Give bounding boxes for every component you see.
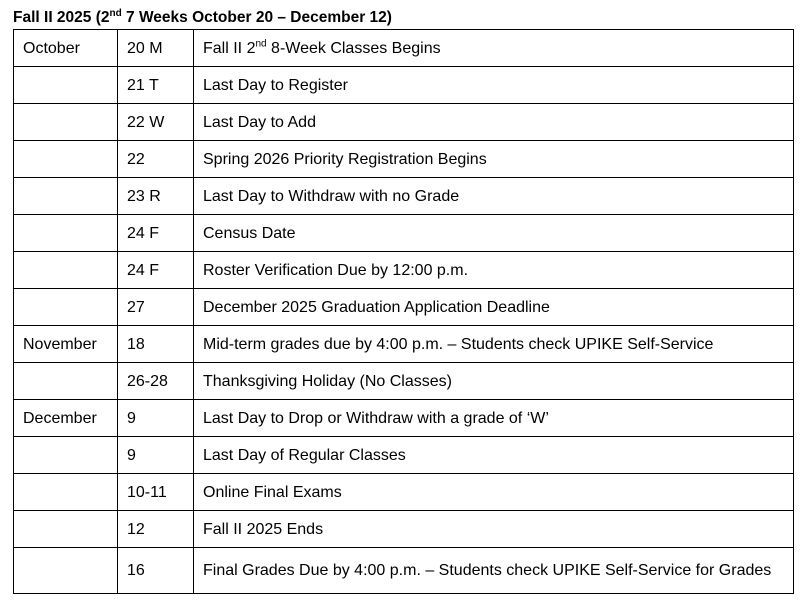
month-cell: December: [14, 400, 118, 437]
event-cell: Last Day to Register: [194, 67, 794, 104]
event-superscript: nd: [255, 38, 267, 50]
event-cell: Spring 2026 Priority Registration Begins: [194, 141, 794, 178]
event-cell: Thanksgiving Holiday (No Classes): [194, 363, 794, 400]
month-cell: October: [14, 30, 118, 67]
event-cell: Last Day to Drop or Withdraw with a grade of ‘W’: [194, 400, 794, 437]
title-prefix: Fall II 2025 (2: [13, 9, 110, 26]
table-row: [14, 289, 794, 326]
table-row: [14, 252, 794, 289]
day-cell: 20 M: [118, 30, 194, 67]
table-row: [14, 30, 794, 67]
event-cell: Fall II 2025 Ends: [194, 511, 794, 548]
month-cell: [14, 141, 118, 178]
day-cell: 18: [118, 326, 194, 363]
table-row: [14, 178, 794, 215]
event-cell: Final Grades Due by 4:00 p.m. – Students check UPIKE Self-Service for Grades: [194, 548, 794, 594]
month-cell: [14, 437, 118, 474]
day-cell: 10-11: [118, 474, 194, 511]
month-cell: November: [14, 326, 118, 363]
month-cell: [14, 252, 118, 289]
table-row: [14, 104, 794, 141]
event-suffix: 8-Week Classes Begins: [266, 39, 441, 57]
event-cell: Last Day of Regular Classes: [194, 437, 794, 474]
day-cell: 23 R: [118, 178, 194, 215]
event-cell: Roster Verification Due by 12:00 p.m.: [194, 252, 794, 289]
table-row: [14, 141, 794, 178]
day-cell: 9: [118, 437, 194, 474]
month-cell: [14, 511, 118, 548]
event-cell: Last Day to Add: [194, 104, 794, 141]
table-row: [14, 437, 794, 474]
event-cell: Online Final Exams: [194, 474, 794, 511]
title-superscript: nd: [109, 7, 122, 19]
day-cell: 12: [118, 511, 194, 548]
event-cell: Last Day to Withdraw with no Grade: [194, 178, 794, 215]
day-cell: 16: [118, 548, 194, 594]
day-cell: 24 F: [118, 215, 194, 252]
event-cell: December 2025 Graduation Application Deadline: [194, 289, 794, 326]
table-row: [14, 363, 794, 400]
table-row: [14, 511, 794, 548]
month-cell: [14, 474, 118, 511]
academic-calendar-table: [13, 29, 794, 594]
event-cell: [194, 30, 794, 67]
day-cell: 26-28: [118, 363, 194, 400]
day-cell: 22: [118, 141, 194, 178]
event-cell: Mid-term grades due by 4:00 p.m. – Students check UPIKE Self-Service: [194, 326, 794, 363]
month-cell: [14, 289, 118, 326]
event-cell: Census Date: [194, 215, 794, 252]
month-cell: [14, 363, 118, 400]
table-row: [14, 474, 794, 511]
day-cell: 9: [118, 400, 194, 437]
day-cell: 22 W: [118, 104, 194, 141]
month-cell: [14, 548, 118, 594]
day-cell: 24 F: [118, 252, 194, 289]
table-row: [14, 326, 794, 363]
day-cell: 27: [118, 289, 194, 326]
table-row: [14, 67, 794, 104]
month-cell: [14, 215, 118, 252]
table-row: [14, 400, 794, 437]
month-cell: [14, 67, 118, 104]
page-title: [13, 8, 392, 28]
month-cell: [14, 178, 118, 215]
event-prefix: Fall II 2: [203, 39, 256, 57]
day-cell: 21 T: [118, 67, 194, 104]
title-suffix: 7 Weeks October 20 – December 12): [121, 9, 392, 26]
table-row: [14, 548, 794, 594]
table-row: [14, 215, 794, 252]
month-cell: [14, 104, 118, 141]
